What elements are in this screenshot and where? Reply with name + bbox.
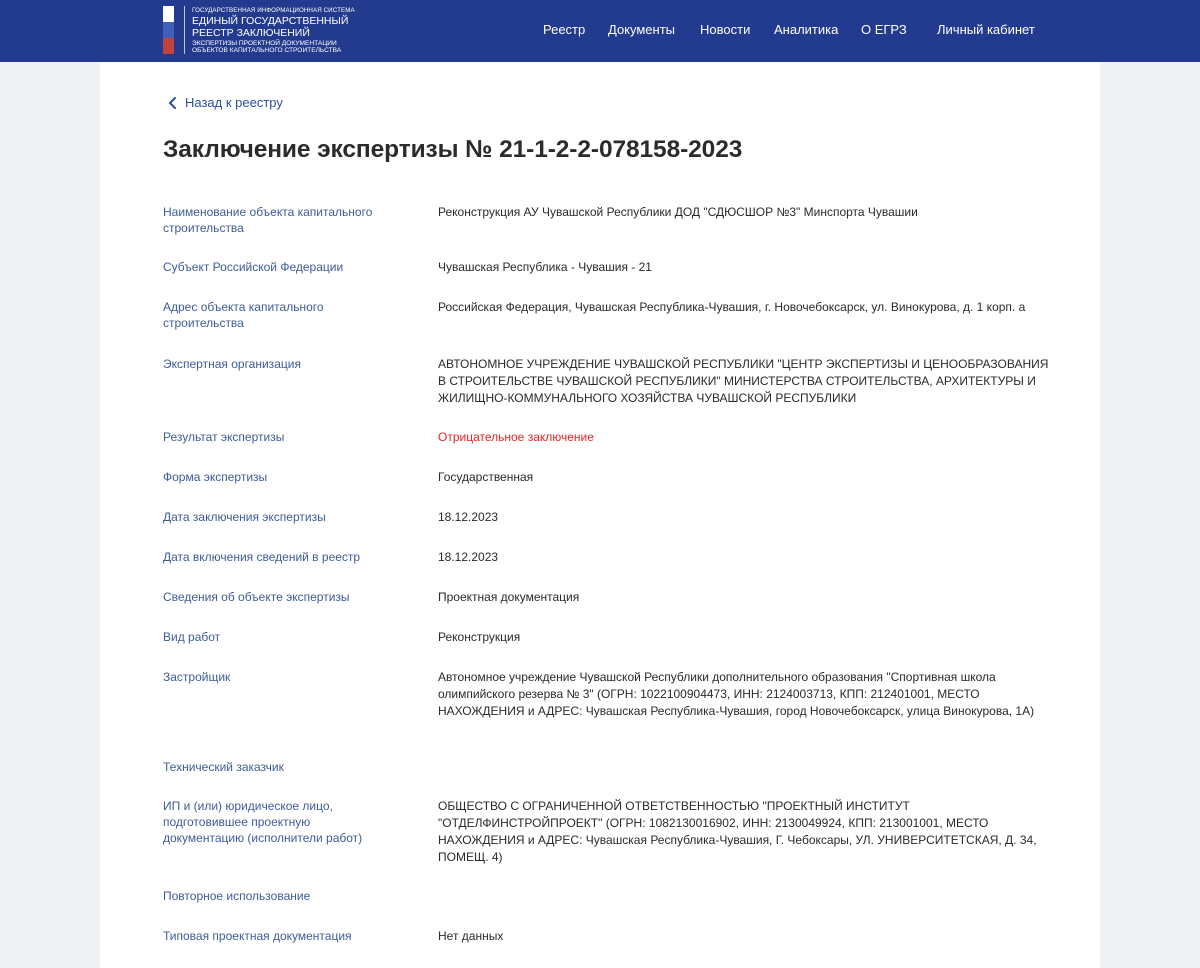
field-label: Экспертная организация: [163, 357, 301, 371]
chevron-left-icon: [166, 96, 180, 110]
logo-line-4: ЭКСПЕРТИЗЫ ПРОЕКТНОЙ ДОКУМЕНТАЦИИ: [192, 40, 337, 48]
field-label: Форма экспертизы: [163, 470, 268, 484]
field-label: Дата заключения экспертизы: [163, 510, 326, 524]
field-label: Наименование объекта капитального строительства: [163, 205, 373, 235]
back-to-registry-link[interactable]: [166, 95, 283, 110]
field-value: ОБЩЕСТВО С ОГРАНИЧЕННОЙ ОТВЕТСТВЕННОСТЬЮ "ПРОЕКТНЫЙ ИНСТИТУТ "ОТДЕЛФИНСТРОЙПРОЕКТ" (ОГРН: 1082130016902, ИНН: 2130049924, КПП: 213001001, МЕСТО НАХОЖДЕНИЯ и АДРЕС: Чувашская Республика-Чувашия, Г. Чебоксары, УЛ. УНИВЕРСИТЕТСКАЯ, Д. 34, ПОМЕЩ. 4): [438, 799, 1037, 864]
logo-line-3: РЕЕСТР ЗАКЛЮЧЕНИЙ: [192, 27, 310, 40]
negative-result-value: Отрицательное заключение: [438, 430, 594, 444]
field-label: Повторное использование: [163, 889, 311, 903]
nav-news[interactable]: Новости: [700, 22, 751, 37]
field-value: АВТОНОМНОЕ УЧРЕЖДЕНИЕ ЧУВАШСКОЙ РЕСПУБЛИКИ "ЦЕНТР ЭКСПЕРТИЗЫ И ЦЕНООБРАЗОВАНИЯ В СТРОИТЕЛЬСТВЕ ЧУВАШСКОЙ РЕСПУБЛИКИ" МИНИСТЕРСТВА СТРОИТЕЛЬСТВА, АРХИТЕКТУРЫ И ЖИЛИЩНО-КОММУНАЛЬНОГО ХОЗЯЙСТВА ЧУВАШСКОЙ РЕСПУБЛИКИ: [438, 357, 1049, 405]
nav-about[interactable]: О ЕГРЗ: [861, 22, 907, 37]
field-value: Государственная: [438, 470, 534, 484]
field-value: Чувашская Республика - Чувашия - 21: [438, 260, 652, 274]
nav-documents[interactable]: Документы: [608, 22, 676, 37]
field-label: Сведения об объекте экспертизы: [163, 590, 350, 604]
field-value: 18.12.2023: [438, 510, 499, 524]
logo-line-2: ЕДИНЫЙ ГОСУДАРСТВЕННЫЙ: [192, 15, 349, 28]
field-value: Реконструкция АУ Чувашской Республики ДОД "СДЮСШОР №3" Минспорта Чувашии: [438, 205, 918, 219]
logo-line-1: ГОСУДАРСТВЕННАЯ ИНФОРМАЦИОННАЯ СИСТЕМА: [192, 7, 355, 14]
field-label: Дата включения сведений в реестр: [163, 550, 361, 564]
nav-registry[interactable]: Реестр: [543, 22, 586, 37]
page-title: Заключение экспертизы № 21-1-2-2-078158-2023: [163, 136, 743, 163]
top-header: [0, 0, 1200, 62]
field-value: Реконструкция: [438, 630, 521, 644]
field-label: Субъект Российской Федерации: [163, 260, 344, 274]
field-label: Застройщик: [163, 670, 231, 684]
nav-analytics[interactable]: Аналитика: [774, 22, 839, 37]
nav-personal-account[interactable]: Личный кабинет: [937, 22, 1035, 37]
field-label: Результат экспертизы: [163, 430, 285, 444]
content-card: [100, 62, 1100, 968]
field-label: Технический заказчик: [163, 760, 284, 774]
field-value: Проектная документация: [438, 590, 580, 604]
main-nav: [0, 22, 1200, 40]
field-value: Нет данных: [438, 929, 504, 943]
logo-line-5: ОБЪЕКТОВ КАПИТАЛЬНОГО СТРОИТЕЛЬСТВА: [192, 47, 342, 55]
back-link-label: Назад к реестру: [185, 95, 283, 110]
field-label: Адрес объекта капитального строительства: [163, 300, 324, 330]
field-label: ИП и (или) юридическое лицо, подготовившее проектную документацию (исполнители работ): [163, 799, 363, 845]
field-value: Российская Федерация, Чувашская Республика-Чувашия, г. Новочебоксарск, ул. Винокурова, д. 1 корп. а: [438, 300, 1026, 314]
field-label: Вид работ: [163, 630, 221, 644]
field-value: 18.12.2023: [438, 550, 499, 564]
field-label: Типовая проектная документация: [163, 929, 352, 943]
field-value: Автономное учреждение Чувашской Республики дополнительного образования "Спортивная школа олимпийского резерва № 3" (ОГРН: 1022100904473, ИНН: 2124003713, КПП: 212401001, МЕСТО НАХОЖДЕНИЯ и АДРЕС: Чувашская Республика-Чувашия, город Новочебоксарск, улица Винокурова, 1А): [438, 670, 1035, 718]
